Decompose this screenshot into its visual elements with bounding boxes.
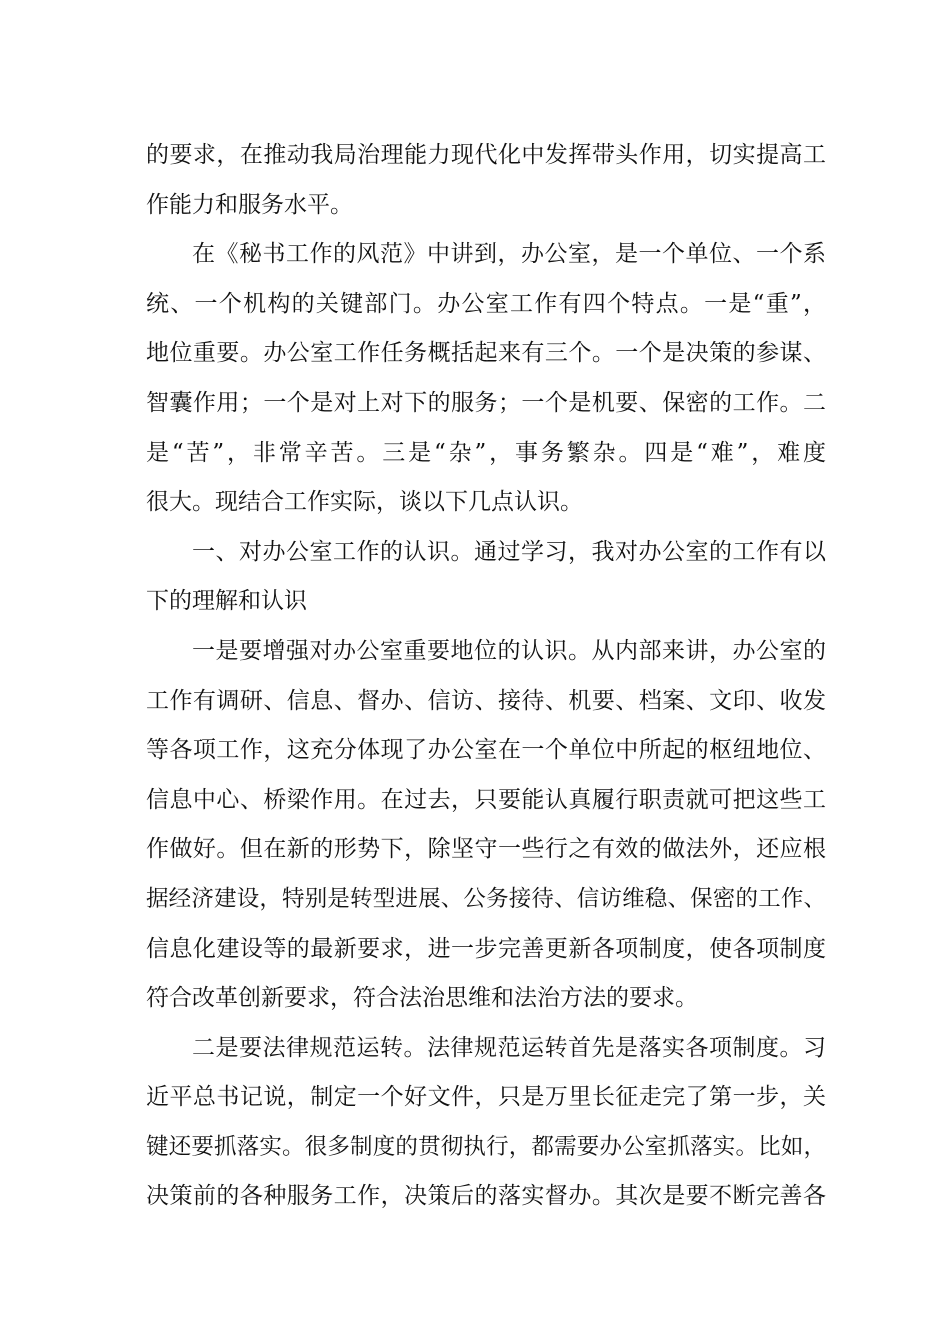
text-line: 地位重要。办公室工作任务概括起来有三个。一个是决策的参谋、 bbox=[146, 340, 826, 367]
text-line: 键还要抓落实。很多制度的贯彻执行，都需要办公室抓落实。比如， bbox=[146, 1133, 826, 1160]
text-line: 工作有调研、信息、督办、信访、接待、机要、档案、文印、收发 bbox=[146, 687, 826, 714]
text-line: 二是要法律规范运转。法律规范运转首先是落实各项制度。习 bbox=[192, 1034, 826, 1061]
text-line: 据经济建设，特别是转型进展、公务接待、信访维稳、保密的工作、 bbox=[146, 885, 826, 912]
text-line: 作能力和服务水平。 bbox=[146, 191, 353, 218]
text-line: 近平总书记说，制定一个好文件，只是万里长征走完了第一步，关 bbox=[146, 1084, 826, 1111]
text-line: 信息化建设等的最新要求，进一步完善更新各项制度，使各项制度 bbox=[146, 935, 826, 962]
text-line: 决策前的各种服务工作，决策后的落实督办。其次是要不断完善各 bbox=[146, 1183, 826, 1210]
text-line: 符合改革创新要求，符合法治思维和法治方法的要求。 bbox=[146, 985, 698, 1012]
text-line: 统、一个机构的关键部门。办公室工作有四个特点。一是“重”， bbox=[146, 290, 826, 317]
text-line: 信息中心、桥梁作用。在过去，只要能认真履行职责就可把这些工 bbox=[146, 786, 826, 813]
text-line: 很大。现结合工作实际，谈以下几点认识。 bbox=[146, 489, 583, 516]
text-line: 下的理解和认识 bbox=[146, 588, 307, 615]
text-line: 一是要增强对办公室重要地位的认识。从内部来讲，办公室的 bbox=[192, 637, 826, 664]
text-line: 的要求，在推动我局治理能力现代化中发挥带头作用，切实提高工 bbox=[146, 142, 826, 168]
text-line: 等各项工作，这充分体现了办公室在一个单位中所起的枢纽地位、 bbox=[146, 737, 826, 764]
text-line: 在《秘书工作的风范》中讲到，办公室，是一个单位、一个系 bbox=[192, 241, 826, 268]
text-line: 一、对办公室工作的认识。通过学习，我对办公室的工作有以 bbox=[192, 538, 826, 565]
text-line: 是“苦”，非常辛苦。三是“杂”，事务繁杂。四是“难”，难度 bbox=[146, 439, 826, 466]
text-line: 智囊作用；一个是对上对下的服务；一个是机要、保密的工作。二 bbox=[146, 389, 826, 416]
document-body bbox=[146, 131, 826, 1222]
text-line: 作做好。但在新的形势下，除坚守一些行之有效的做法外，还应根 bbox=[146, 836, 826, 863]
